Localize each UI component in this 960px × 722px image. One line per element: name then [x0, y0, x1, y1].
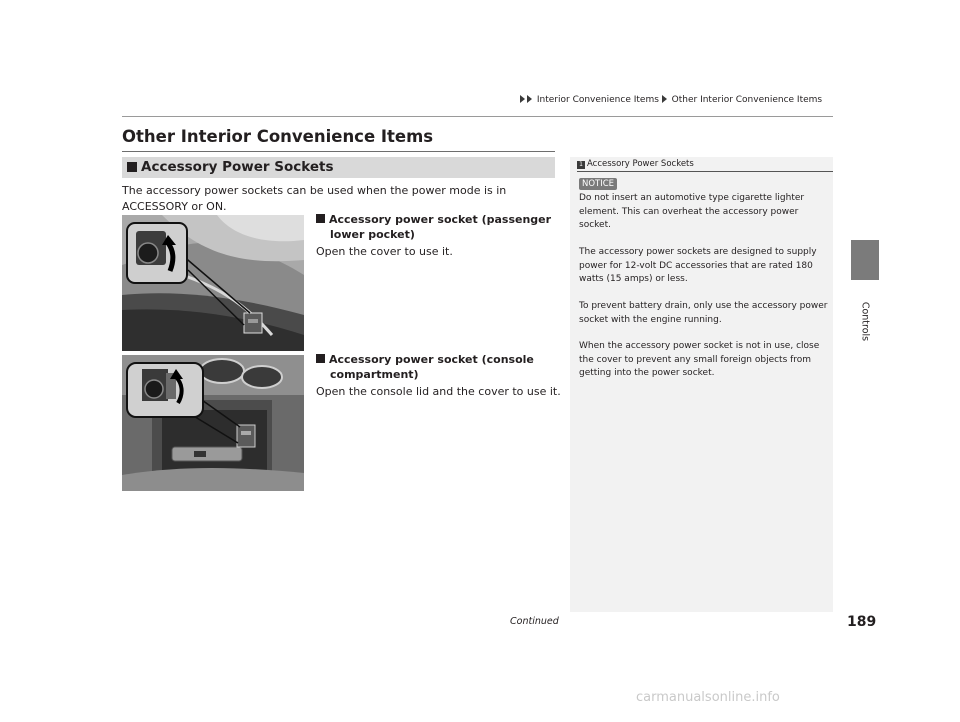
note-divider [577, 171, 833, 172]
square-bullet-icon [316, 214, 325, 223]
passenger-socket-illustration [122, 215, 304, 351]
breadcrumb [520, 95, 822, 105]
watermark-text: carmanualsonline.info [636, 690, 780, 705]
chapter-tab-label[interactable]: Controls [859, 301, 871, 342]
intro-paragraph: The accessory power sockets can be used when the power mode is in ACCESSORY or ON. [122, 184, 507, 213]
item-instruction: Open the console lid and the cover to use it. [316, 385, 561, 398]
header-divider [122, 116, 833, 117]
page-number: 189 [847, 614, 877, 630]
note-paragraph: When the accessory power socket is not in use, close the cover to prevent any small foreign objects from getting into the power socket. [579, 341, 820, 378]
item-heading: Accessory power socket (console compartment) [316, 352, 552, 382]
console-socket-illustration [122, 355, 304, 491]
section-heading-text: Accessory Power Sockets [141, 159, 334, 175]
reference-icon: 1 [577, 161, 585, 169]
notice-badge: NOTICE [579, 178, 617, 190]
page-title: Other Interior Convenience Items [122, 127, 434, 146]
title-divider [122, 151, 555, 152]
notice-text: Do not insert an automotive type cigarette lighter element. This can overheat the accessory power socket. [579, 193, 805, 230]
item-instruction: Open the cover to use it. [316, 245, 453, 258]
note-paragraph: The accessory power sockets are designed to supply power for 12-volt DC accessories that are rated 180 watts (15 amps) or less. [579, 247, 817, 284]
square-bullet-icon [316, 354, 325, 363]
item-heading: Accessory power socket (passenger lower pocket) [316, 212, 552, 242]
note-paragraph: To prevent battery drain, only use the accessory power socket with the engine running. [579, 301, 828, 325]
arrow-icon [662, 95, 667, 103]
note-reference: 1 Accessory Power Sockets [577, 159, 694, 169]
breadcrumb-current: Other Interior Convenience Items [671, 95, 823, 105]
section-heading [122, 157, 555, 178]
continued-label: Continued [510, 616, 559, 627]
arrow-icon [527, 95, 532, 103]
square-bullet-icon [127, 162, 137, 172]
chapter-tab-marker[interactable] [851, 240, 879, 280]
arrow-icon [520, 95, 525, 103]
breadcrumb-parent[interactable]: Interior Convenience Items [536, 95, 659, 105]
